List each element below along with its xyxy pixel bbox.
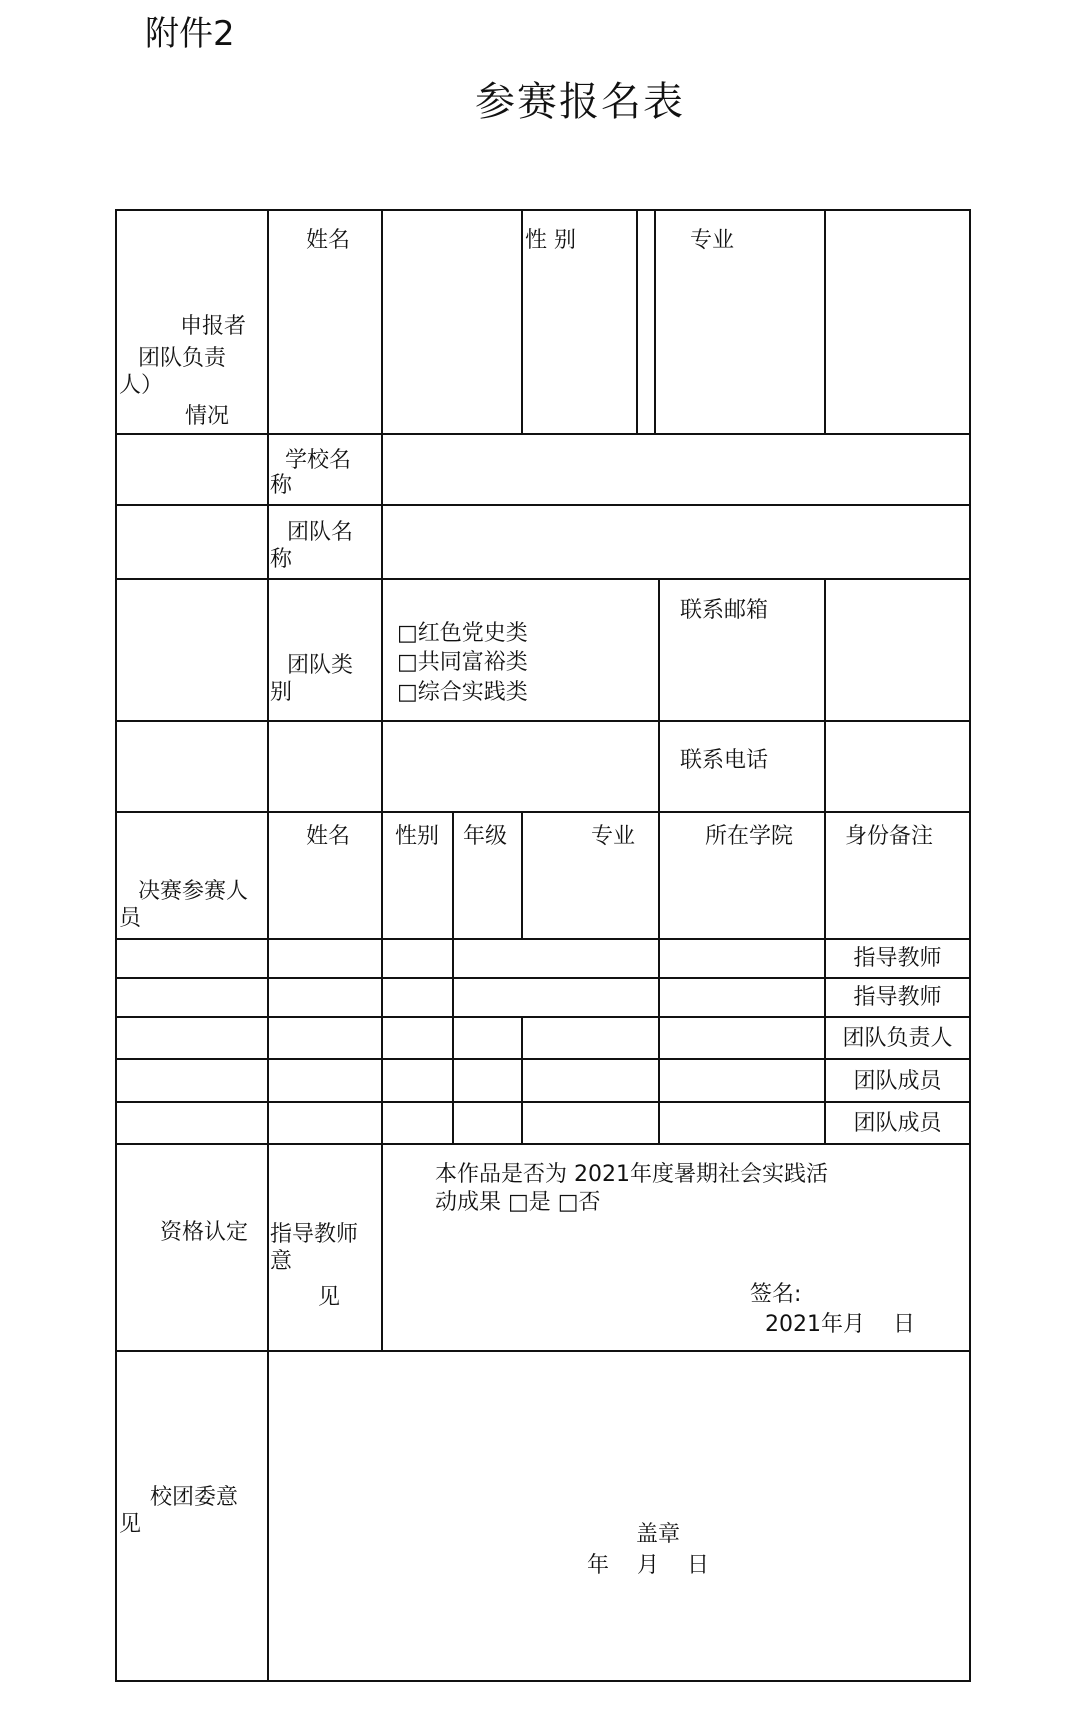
column-divider: [824, 578, 826, 1145]
name-label: 姓名: [306, 228, 351, 253]
row-divider: [115, 977, 971, 979]
team-name-label: 称: [270, 547, 293, 572]
column-divider: [654, 209, 656, 435]
practice-statement-options[interactable]: 动成果 □是 □否: [435, 1190, 601, 1215]
member-header-name: 姓名: [306, 824, 351, 849]
row-divider: [115, 504, 971, 506]
member-role-team-leader: 团队负责人: [842, 1026, 953, 1051]
row-divider: [115, 578, 971, 580]
applicant-section-label: 申报者: [180, 314, 247, 339]
practice-statement: 本作品是否为 2021年度暑期社会实践活: [435, 1162, 828, 1187]
contact-email-label: 联系邮箱: [680, 598, 769, 623]
member-role-team-member: 团队成员: [853, 1069, 942, 1094]
committee-opinion-field[interactable]: [271, 1354, 967, 1514]
signature-label: 签名:: [750, 1282, 802, 1307]
row-divider: [115, 1101, 971, 1103]
applicant-section-label: 团队负责: [138, 346, 227, 371]
member-role-team-member: 团队成员: [853, 1111, 942, 1136]
contact-phone-field[interactable]: [828, 724, 966, 808]
member-header-major: 专业: [591, 824, 636, 849]
advisor-opinion-label: 意: [270, 1249, 293, 1274]
team-name-field[interactable]: [385, 508, 967, 574]
row-divider: [115, 1350, 971, 1352]
member-header-grade: 年级: [463, 824, 508, 849]
row-divider: [115, 720, 971, 722]
row-divider: [115, 433, 971, 435]
row-divider: [115, 1143, 971, 1145]
advisor-opinion-label: 见: [318, 1285, 341, 1310]
category-option-comprehensive-practice[interactable]: □综合实践类: [397, 680, 528, 705]
major-value-cell[interactable]: [828, 213, 966, 429]
column-divider: [521, 209, 523, 435]
major-label: 专业: [690, 228, 735, 253]
column-divider: [824, 209, 826, 435]
row-divider: [115, 811, 971, 813]
gender-label: 性 别: [525, 228, 576, 253]
applicant-section-label: 情况: [185, 404, 230, 429]
school-name-label: 称: [270, 473, 293, 498]
table-border-left: [115, 209, 117, 1682]
column-divider: [658, 578, 660, 1145]
members-section-label: 决赛参赛人: [138, 879, 249, 904]
contact-email-field[interactable]: [828, 582, 966, 716]
registration-form-table: [115, 209, 971, 1682]
advisor-opinion-label: 指导教师: [270, 1222, 359, 1247]
school-name-field[interactable]: [385, 437, 967, 501]
member-role-advisor: 指导教师: [853, 985, 942, 1010]
applicant-section-label: 人）: [119, 373, 164, 398]
team-name-label: 团队名: [287, 520, 354, 545]
name-value-cell[interactable]: [385, 213, 517, 429]
attachment-label: 附件2: [145, 14, 235, 54]
column-divider: [521, 811, 523, 940]
member-header-gender: 性别: [395, 824, 440, 849]
member-header-college: 所在学院: [705, 824, 794, 849]
row-divider: [115, 1016, 971, 1018]
advisor-date: 2021年月 日: [765, 1312, 915, 1337]
table-border-top: [115, 209, 971, 211]
table-border-bottom: [115, 1680, 971, 1682]
column-divider: [452, 811, 454, 1145]
row-divider: [115, 938, 971, 940]
team-category-label: 团队类: [287, 653, 354, 678]
form-title: 参赛报名表: [475, 79, 685, 125]
table-border-right: [969, 209, 971, 1682]
column-divider: [381, 209, 383, 1352]
committee-opinion-label: 见: [119, 1512, 142, 1537]
contact-phone-label: 联系电话: [680, 748, 769, 773]
seal-label: 盖章: [636, 1522, 681, 1547]
committee-opinion-label: 校团委意: [150, 1485, 239, 1510]
member-role-advisor: 指导教师: [853, 946, 942, 971]
committee-date: 年 月 日: [587, 1553, 709, 1578]
team-category-label: 别: [270, 680, 293, 705]
column-divider: [267, 209, 269, 1682]
column-divider: [636, 209, 638, 435]
members-section-label: 员: [119, 906, 142, 931]
row-divider: [115, 1058, 971, 1060]
category-option-common-prosperity[interactable]: □共同富裕类: [397, 650, 528, 675]
member-header-role: 身份备注: [845, 824, 934, 849]
column-divider: [521, 1016, 523, 1145]
qualification-section-label: 资格认定: [160, 1220, 249, 1245]
school-name-label: 学校名: [285, 448, 352, 473]
category-option-red-history[interactable]: □红色党史类: [397, 621, 528, 646]
